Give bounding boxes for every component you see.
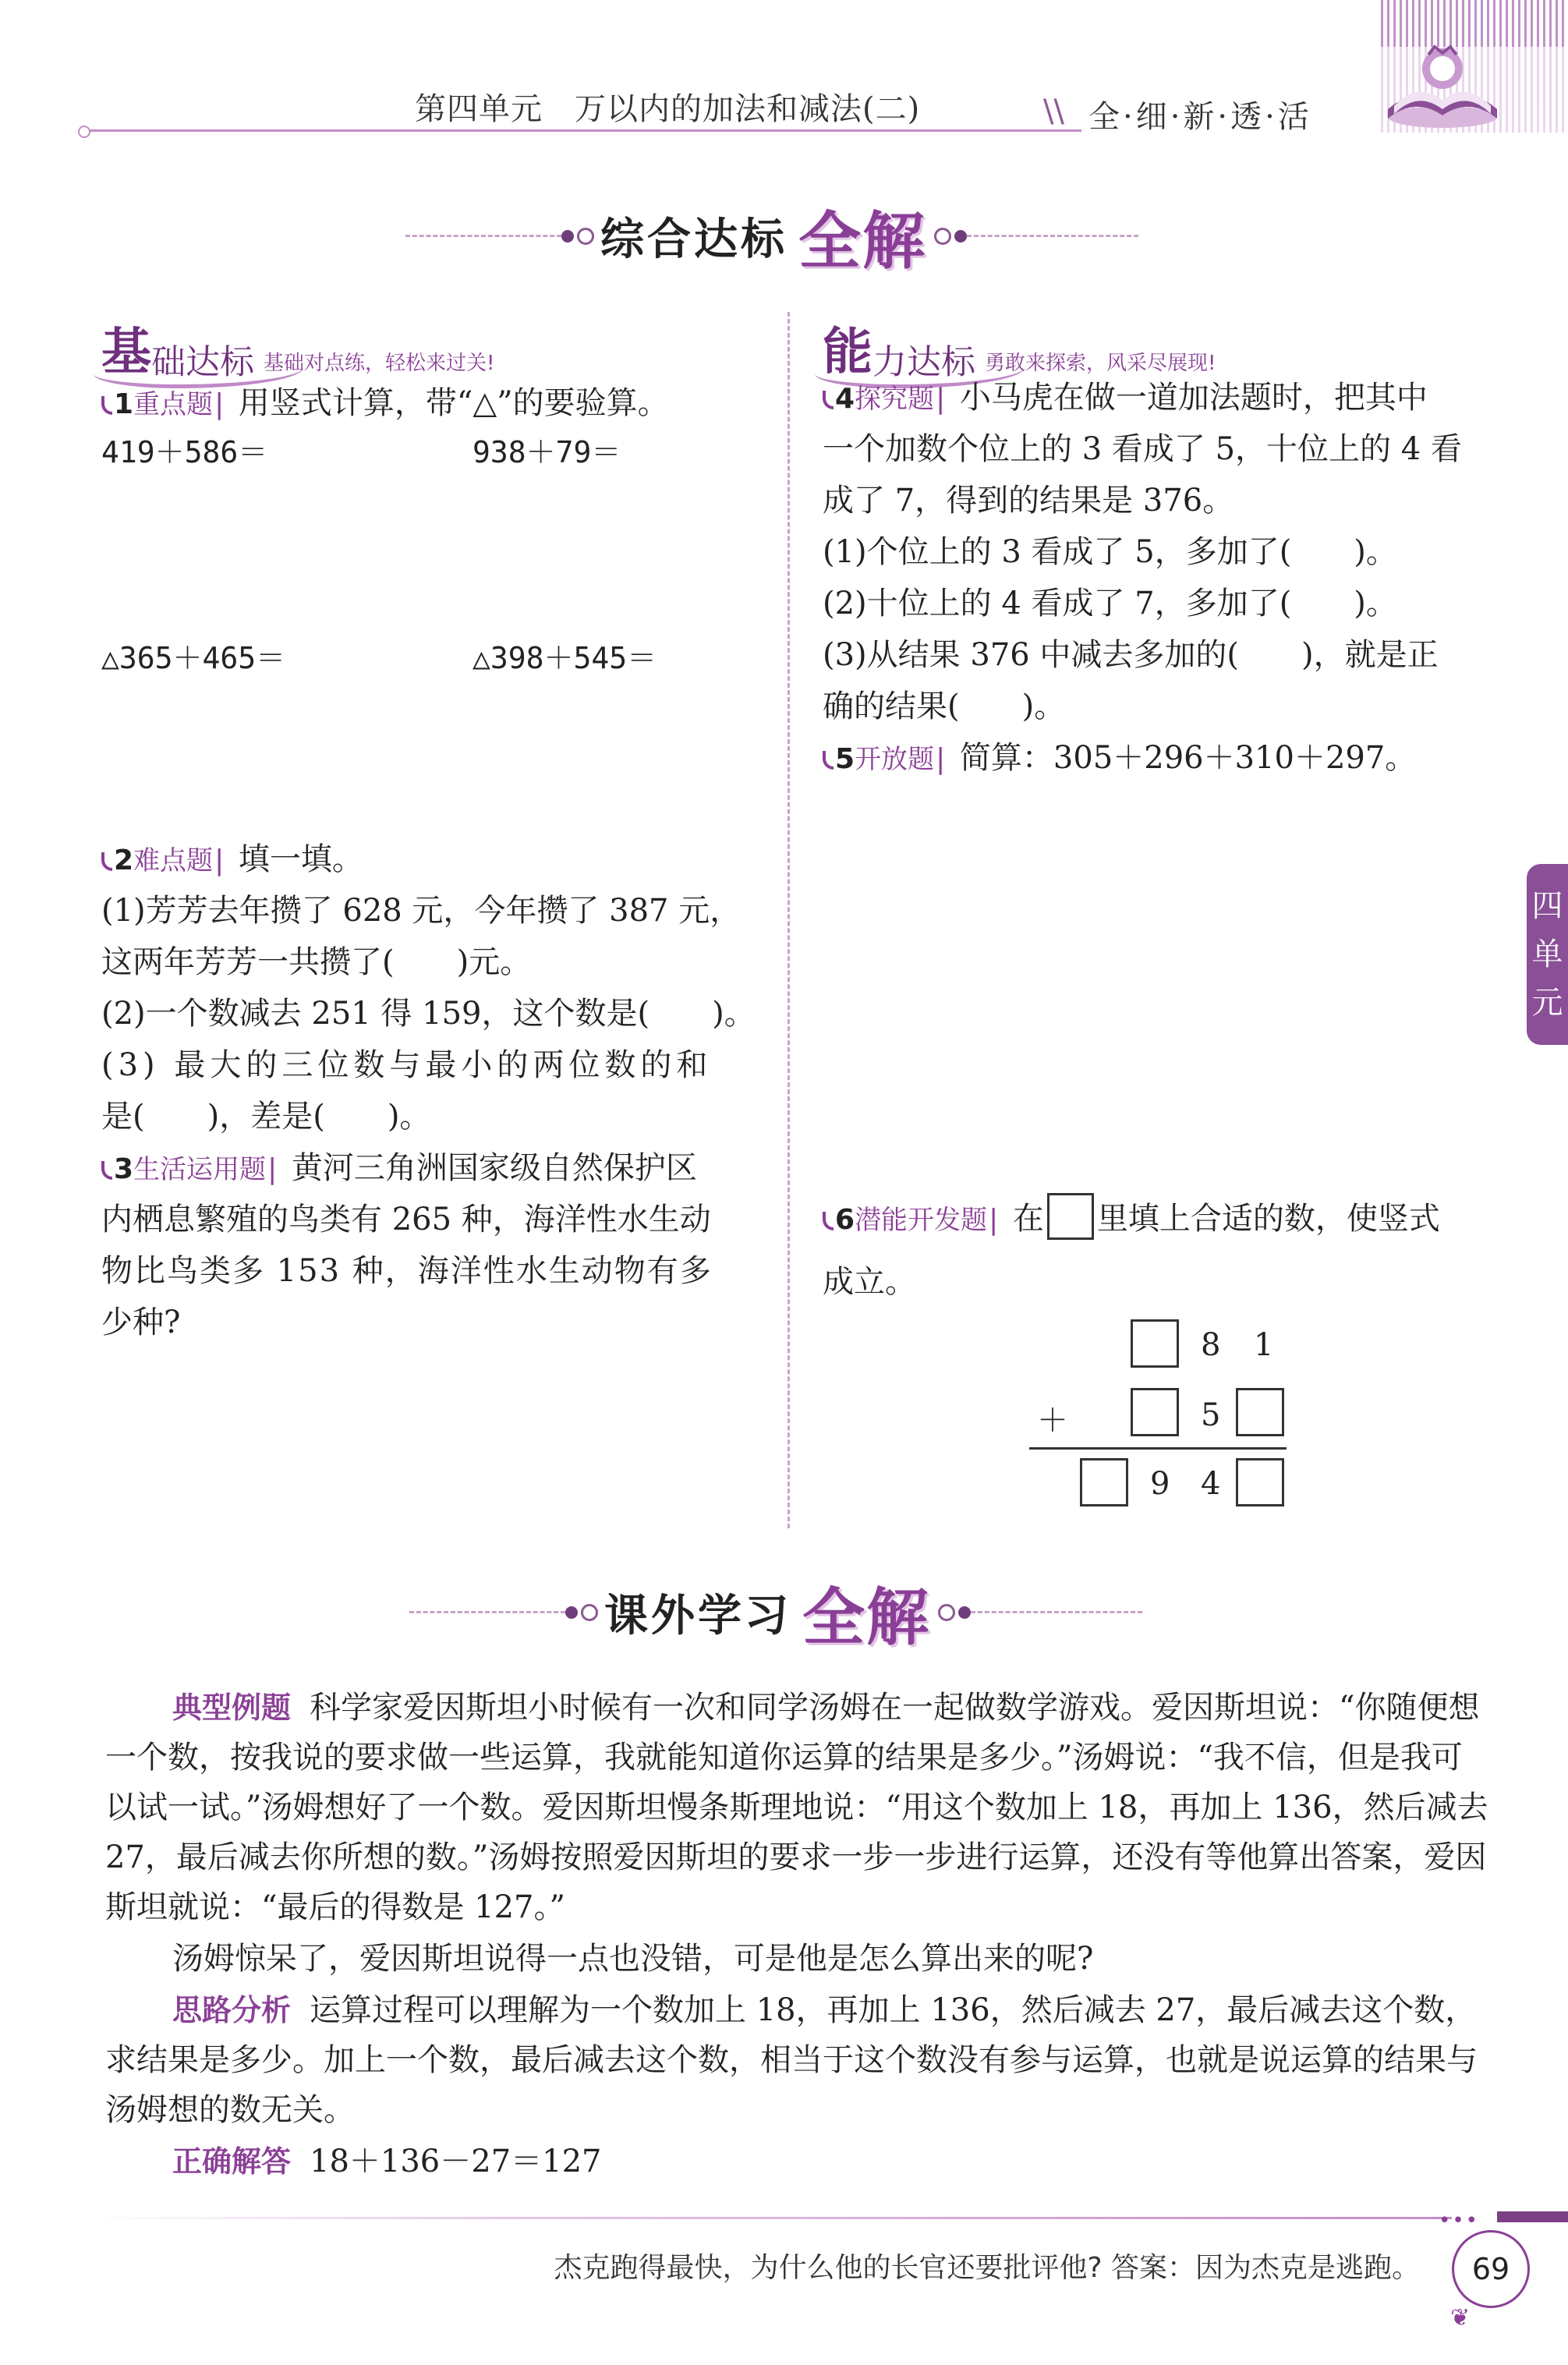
- expression: △398＋545＝: [473, 641, 657, 675]
- unit-title: 第四单元 万以内的加法和减法(二): [415, 91, 921, 127]
- example-story: 科学家爱因斯坦小时候有一次和同学汤姆在一起做数学游戏。爱因斯坦说：“你随便想一个数，按我说的要求做一些运算，我就能知道你运算的结果是多少。”汤姆说：“我不信，但是我可以试一试。”汤姆想好了一个数。爱因斯坦慢条斯理地说：“用这个数加上 18，再加上 136，然后减去 27，最后减去你所想的数。”汤姆按照爱因斯坦的要求一步一步进行运算，还没有等他算出答案，爱因斯坦就说：“最后的得数是 127。”: [105, 1690, 1488, 1925]
- question-number: 4探究题|: [823, 383, 950, 415]
- banner-title-emphasis: 全解: [798, 204, 926, 278]
- heading-big-char: 基: [101, 323, 151, 381]
- question-4: [823, 373, 1428, 424]
- page-number: 69: [1452, 2230, 1530, 2308]
- tick-icon: [101, 1161, 112, 1180]
- question-number: 6潜能开发题|: [823, 1204, 1003, 1236]
- question-text: 黄河三角洲国家级自然保护区: [291, 1150, 697, 1186]
- question-text: 在: [1012, 1201, 1044, 1237]
- label-answer: 正确解答: [172, 2144, 292, 2179]
- question-line: 少种?: [101, 1305, 181, 1340]
- question-line: 是( )，差是( )。: [101, 1099, 431, 1135]
- question-3: [101, 1143, 697, 1195]
- banner-dot: [958, 1606, 971, 1619]
- question-number: 1重点题|: [101, 388, 228, 420]
- question-line: 这两年芳芳一共攒了( )元。: [101, 944, 532, 980]
- question-line: (1)芳芳去年攒了 628 元，今年攒了 387 元，: [101, 893, 742, 929]
- heading-text: 力达标: [872, 342, 975, 382]
- question-line: 内栖息繁殖的鸟类有 265 种，海洋性水生动: [101, 1202, 711, 1237]
- question-2: [101, 834, 363, 886]
- open-book-icon: [1380, 31, 1505, 140]
- answer-paragraph: [105, 2137, 1493, 2186]
- question-line: 成立。: [823, 1264, 916, 1300]
- banner-title-emphasis: 全解: [802, 1581, 930, 1654]
- tick-icon: [823, 751, 834, 770]
- banner-title: 综合达标: [600, 213, 788, 265]
- question-line: (1)个位上的 3 看成了 5，多加了( )。: [823, 534, 1397, 570]
- question-line: 确的结果( )。: [823, 689, 1066, 724]
- banner-ring: [581, 1604, 598, 1621]
- digit: 1: [1254, 1327, 1274, 1363]
- side-tab-char: 单: [1531, 936, 1563, 972]
- question-line: (3) 最大的三位数与最小的两位数的和: [101, 1047, 713, 1083]
- question-number: 2难点题|: [101, 844, 228, 876]
- banner-dashed-line: [405, 235, 561, 237]
- blank-box-hundreds-r2[interactable]: [1131, 1388, 1179, 1436]
- digit: 5: [1201, 1397, 1221, 1433]
- heading-big-char: 能: [823, 323, 872, 381]
- digit: 9: [1150, 1466, 1170, 1502]
- question-text: 填一填。: [238, 841, 363, 877]
- heading-subtitle: 基础对点练，轻松来过关!: [264, 352, 495, 375]
- question-text: 简算：305＋296＋310＋297。: [959, 740, 1417, 776]
- question-line: (3)从结果 376 中减去多加的( )，就是正: [823, 637, 1439, 673]
- label-typical-example: 典型例题: [172, 1691, 292, 1725]
- question-line: 一个加数个位上的 3 看成了 5，十位上的 4 看: [823, 431, 1462, 467]
- answer-box-sample: [1047, 1193, 1094, 1240]
- question-number: 5开放题|: [823, 743, 950, 775]
- analysis-paragraph: [105, 1985, 1493, 2135]
- banner-ring: [934, 228, 951, 245]
- digit: 4: [1201, 1466, 1221, 1502]
- banner-dot: [565, 1606, 578, 1619]
- leaf-icon: ❦: [1450, 2304, 1471, 2331]
- example-paragraph: [105, 1683, 1493, 1932]
- tick-icon: [101, 396, 112, 415]
- tick-icon: [823, 1212, 834, 1230]
- banner-ring: [577, 228, 594, 245]
- question-1: [101, 378, 669, 430]
- blank-box-thousands-r3[interactable]: [1080, 1458, 1128, 1506]
- banner-title: 课外学习: [604, 1589, 791, 1641]
- slogan-mark: \\: [1043, 94, 1064, 129]
- unit-side-tab: [1527, 864, 1568, 1045]
- example-question: 汤姆惊呆了，爱因斯坦说得一点也没错，可是他是怎么算出来的呢?: [172, 1941, 1094, 1977]
- left-column-heading: [101, 312, 494, 384]
- banner-dot: [954, 230, 967, 243]
- section-banner-comprehensive: [405, 191, 1138, 281]
- banner-dot: [561, 230, 574, 243]
- blank-box-ones-r3[interactable]: [1236, 1458, 1284, 1506]
- section-banner-extracurricular: [409, 1567, 1142, 1657]
- blank-box-hundreds-r1[interactable]: [1131, 1319, 1179, 1368]
- tick-icon: [823, 391, 834, 409]
- column-divider: [788, 312, 790, 1528]
- sum-line: [1029, 1447, 1287, 1450]
- footer-riddle: 杰克跑得最快，为什么他的长官还要批评他? 答案：因为杰克是逃跑。: [554, 2252, 1420, 2284]
- question-text: 小马虎在做一道加法题时，把其中: [959, 380, 1428, 416]
- label-analysis: 思路分析: [172, 1993, 292, 2027]
- header-rule: [87, 129, 1081, 132]
- footer-bar: [1497, 2211, 1568, 2222]
- banner-dashed-line: [409, 1611, 565, 1613]
- banner-dashed-line: [967, 235, 1138, 237]
- question-6: [823, 1193, 1440, 1245]
- heading-text: 础达标: [151, 342, 254, 382]
- tick-icon: [101, 852, 112, 871]
- side-tab-char: 四: [1531, 888, 1563, 924]
- heading-subtitle: 勇敢来探索，风采尽展现!: [985, 352, 1216, 375]
- banner-ring: [938, 1604, 955, 1621]
- footer-dots: •••: [1439, 2209, 1480, 2232]
- question-text: 里填上合适的数，使竖式: [1096, 1201, 1440, 1237]
- slogan: 全·细·新·透·活: [1088, 99, 1312, 135]
- plus-sign: ＋: [1037, 1403, 1068, 1439]
- banner-dashed-line: [971, 1611, 1142, 1613]
- question-line: 物比鸟类多 153 种，海洋性水生动物有多: [101, 1253, 713, 1289]
- expression: 938＋79＝: [473, 435, 621, 469]
- question-text: 用竖式计算，带“△”的要验算。: [238, 385, 669, 421]
- expression: △365＋465＝: [101, 641, 286, 675]
- question-5: [823, 733, 1416, 784]
- question-line: (2)一个数减去 251 得 159，这个数是( )。: [101, 996, 756, 1032]
- question-number: 3生活运用题|: [101, 1153, 281, 1185]
- answer-text: 18＋136－27＝127: [310, 2144, 602, 2179]
- expression: 419＋586＝: [101, 435, 268, 469]
- side-tab-char: 元: [1531, 985, 1563, 1021]
- blank-box-ones-r2[interactable]: [1236, 1388, 1284, 1436]
- question-line: 成了 7，得到的结果是 376。: [823, 483, 1234, 519]
- digit: 8: [1201, 1327, 1221, 1363]
- footer-rule: [87, 2217, 1452, 2219]
- question-line: (2)十位上的 4 看成了 7，多加了( )。: [823, 586, 1397, 621]
- analysis-text: 运算过程可以理解为一个数加上 18，再加上 136，然后减去 27，最后减去这个数，求结果是多少。加上一个数，最后减去这个数，相当于这个数没有参与运算，也就是说运算的结果与汤姆想的数无关。: [105, 1992, 1478, 2128]
